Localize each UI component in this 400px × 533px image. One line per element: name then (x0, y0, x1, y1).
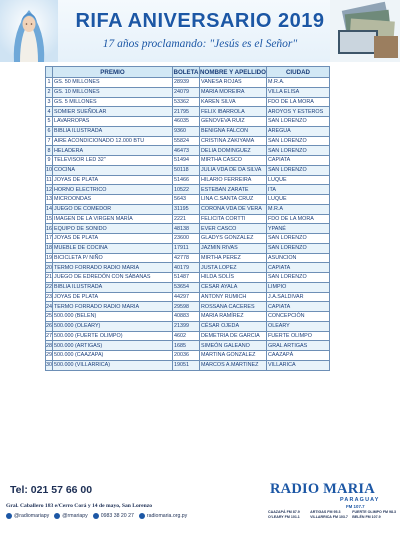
cell-number: 22 (46, 284, 52, 291)
cell-premio: BICICLETA P/ NIÑO (53, 253, 173, 263)
cell-boleta: 4602 (173, 331, 200, 341)
cell-boleta: 19051 (173, 360, 200, 370)
cell-number: 16 (46, 225, 52, 232)
cell-premio: COCINA (53, 165, 173, 175)
table-row (46, 185, 330, 195)
cell-nombre: JUSTA LOPEZ (200, 263, 267, 273)
table-row (46, 341, 330, 351)
cell-premio: GS. 50 MILLONES (53, 78, 173, 88)
column-header-boleta: BOLETA (173, 68, 199, 76)
cell-ciudad: M.R.A (267, 204, 330, 214)
table-row (46, 351, 330, 361)
cell-number: 29 (46, 352, 52, 359)
table-row (46, 321, 330, 331)
cell-boleta: 2221 (173, 214, 200, 224)
cell-ciudad: CAAZAPÁ (267, 351, 330, 361)
cell-nombre: CÉSAR OJEDA (200, 321, 267, 331)
cell-number: 27 (46, 332, 52, 339)
cell-boleta: 28939 (173, 78, 200, 88)
cell-number: 8 (47, 147, 51, 154)
cell-number: 13 (46, 196, 52, 203)
cell-number: 10 (46, 167, 52, 174)
cell-premio: BIBLIA ILUSTRADA (53, 126, 173, 136)
cell-boleta: 21795 (173, 107, 200, 117)
cell-nombre: CESAR AYALA (200, 282, 267, 292)
cell-ciudad: FDO DE LA MORA (267, 214, 330, 224)
cell-premio: IMAGEN DE LA VIRGEN MARÍA (53, 214, 173, 224)
cell-nombre: DEMETRIA DE GARCIA (200, 331, 267, 341)
cell-premio: TERMO FORRADO RADIO MARIA (53, 263, 173, 273)
cell-premio: 500.000 (BELEN) (53, 312, 173, 322)
cell-nombre: CORONA VDA DE VERA (200, 204, 267, 214)
cell-boleta: 9360 (173, 126, 200, 136)
cell-boleta: 21399 (173, 321, 200, 331)
cell-premio: JOYAS DE PLATA (53, 175, 173, 185)
table-row (46, 78, 330, 88)
cell-boleta: 48138 (173, 224, 200, 234)
cell-ciudad: VILLA ELISA (267, 87, 330, 97)
cell-boleta: 1685 (173, 341, 200, 351)
cell-boleta: 51466 (173, 175, 200, 185)
cell-premio: TERMO FORRADO RADIO MARIA (53, 302, 173, 312)
station-item: CAAZAPÁ FM 87.9 (268, 510, 300, 514)
cell-number: 17 (46, 235, 52, 242)
cell-number: 19 (46, 254, 52, 261)
cell-boleta: 5643 (173, 195, 200, 205)
cell-premio: GS. 10 MILLONES (53, 87, 173, 97)
cell-number: 11 (46, 176, 52, 183)
table-row (46, 312, 330, 322)
cell-boleta: 53362 (173, 97, 200, 107)
cell-nombre: MARIA RAMÍREZ (200, 312, 267, 322)
page-subtitle: 17 años proclamando: "Jesús es el Señor" (102, 38, 298, 50)
table-row (46, 107, 330, 117)
table-row (46, 243, 330, 253)
cell-number: 15 (46, 215, 52, 222)
table-row (46, 302, 330, 312)
cell-nombre: MIRTHA PEREZ (200, 253, 267, 263)
address: Gral. Caballero 183 e/Cerro Corá y 14 de mayo, San Lorenzo (6, 503, 153, 509)
cell-premio: 500.000 (CAAZAPA) (53, 351, 173, 361)
table-row (46, 360, 330, 370)
table-row (46, 146, 330, 156)
cell-number: 14 (46, 206, 52, 213)
cell-ciudad: J.A.SALDIVAR (267, 292, 330, 302)
cell-ciudad: LUQUE (267, 195, 330, 205)
cell-nombre: JAZMIN RIVAS (200, 243, 267, 253)
cell-number: 5 (47, 118, 51, 125)
cell-nombre: DELIA DOMINGUEZ (200, 146, 267, 156)
cell-premio: LAVARROPAS (53, 117, 173, 127)
twitter-icon (54, 513, 60, 519)
table-row (46, 263, 330, 273)
social-twitter[interactable]: @rmariapy (62, 513, 88, 519)
cell-ciudad: SAN LORENZO (267, 136, 330, 146)
logo-country: PARAGUAY (340, 497, 380, 503)
prize-money-image (330, 0, 400, 62)
cell-boleta: 42778 (173, 253, 200, 263)
cell-ciudad: LUQUE (267, 175, 330, 185)
cell-nombre: EVER CASCO (200, 224, 267, 234)
cell-nombre: FELICITA CORTTI (200, 214, 267, 224)
cell-number: 21 (46, 274, 52, 281)
cell-number: 28 (46, 342, 52, 349)
cell-ciudad: M.R.A. (267, 78, 330, 88)
cell-ciudad: ITA (267, 185, 330, 195)
cell-premio: 500.000 (ARTIGAS) (53, 341, 173, 351)
cell-ciudad: SAN LORENZO (267, 117, 330, 127)
table-row (46, 214, 330, 224)
cell-number: 3 (47, 98, 51, 105)
cell-ciudad: SAN LORENZO (267, 234, 330, 244)
cell-ciudad: SAN LORENZO (267, 273, 330, 283)
cell-ciudad: FUERTE OLIMPO (267, 331, 330, 341)
cell-nombre: KAREN SILVA (200, 97, 267, 107)
cell-ciudad: LIMPIO (267, 282, 330, 292)
table-row (46, 331, 330, 341)
station-item: O'LEARY FM 101.1 (268, 515, 300, 519)
cell-number: 23 (46, 293, 52, 300)
cell-number: 20 (46, 264, 52, 271)
cell-premio: JUEGO DE EDREDÓN CON SÁBANAS (53, 273, 173, 283)
header-banner (0, 0, 400, 62)
page-title: RIFA ANIVERSARIO 2019 (75, 10, 325, 32)
column-header-number (46, 67, 53, 78)
cell-boleta: 31195 (173, 204, 200, 214)
column-header-nombre: NOMBRE Y APELLIDO (200, 68, 266, 76)
table-row (46, 292, 330, 302)
cell-ciudad: AREGUA (267, 126, 330, 136)
cell-number: 7 (47, 137, 51, 144)
cell-nombre: MIRTHA CASCO (200, 156, 267, 166)
virgin-mary-image (0, 0, 58, 62)
column-header-premio: PREMIO (53, 67, 173, 78)
cell-ciudad: CAPIATA (267, 302, 330, 312)
cell-nombre: CRISTINA ZAKIYAMA (200, 136, 267, 146)
table-row (46, 97, 330, 107)
cell-boleta: 50118 (173, 165, 200, 175)
cell-nombre: GLADYS GONZALEZ (200, 234, 267, 244)
cell-nombre: MARCOS A.MARTINEZ (200, 360, 267, 370)
cell-nombre: SIMEÓN GALEANO (200, 341, 267, 351)
table-row (46, 273, 330, 283)
cell-boleta: 55824 (173, 136, 200, 146)
cell-boleta: 53654 (173, 282, 200, 292)
cell-number: 1 (47, 79, 51, 86)
station-list (268, 510, 396, 520)
column-header-ciudad: CIUDAD (267, 67, 330, 78)
cell-nombre: LINA C.SANTA CRUZ (200, 195, 267, 205)
cell-ciudad: OLEARY (267, 321, 330, 331)
cell-boleta: 40883 (173, 312, 200, 322)
cell-boleta: 46035 (173, 117, 200, 127)
station-item: FUERTE OLIMPO FM 98.3 (352, 510, 396, 514)
cell-ciudad: AROYOS Y ESTEROS (267, 107, 330, 117)
table-row (46, 282, 330, 292)
cell-premio: GS. 5 MILLONES (53, 97, 173, 107)
facebook-icon (6, 513, 12, 519)
cell-premio: EQUIPO DE SONIDO (53, 224, 173, 234)
cell-number: 25 (46, 313, 52, 320)
cell-premio: 500.000 (OLEARY) (53, 321, 173, 331)
cell-ciudad: GRAL ARTIGAS (267, 341, 330, 351)
cell-ciudad: CAPIATA (267, 263, 330, 273)
cell-boleta: 51494 (173, 156, 200, 166)
cell-number: 30 (46, 362, 52, 369)
cell-premio: 500.000 (VILLARRICA) (53, 360, 173, 370)
cell-number: 9 (47, 157, 51, 164)
cell-boleta: 40179 (173, 263, 200, 273)
cell-ciudad: FDO DE LA MORA (267, 97, 330, 107)
table-row (46, 204, 330, 214)
cell-premio: 500.000 (FUERTE OLIMPO) (53, 331, 173, 341)
station-item: ARTIGAS FM 95.3 (310, 510, 341, 514)
cell-number: 4 (47, 108, 51, 115)
cell-nombre: ANTONY RUMICH (200, 292, 267, 302)
table-row (46, 156, 330, 166)
table-row (46, 136, 330, 146)
table-row (46, 175, 330, 185)
cell-number: 26 (46, 323, 52, 330)
cell-nombre: ROSSANA CACERES (200, 302, 267, 312)
social-whatsapp[interactable]: 0983 38 20 27 (100, 513, 134, 519)
cell-premio: BIBLIA ILUSTRADA (53, 282, 173, 292)
raffle-results-table (45, 66, 329, 371)
cell-nombre: MARIA MOREIRA (200, 87, 267, 97)
logo-frequency: FM 107.7 (346, 504, 365, 509)
cell-number: 24 (46, 303, 52, 310)
cell-premio: HELADERA (53, 146, 173, 156)
cell-number: 18 (46, 245, 52, 252)
cell-premio: HORNO ELECTRICO (53, 185, 173, 195)
cell-nombre: VANESA ROJAS (200, 78, 267, 88)
cell-boleta: 46473 (173, 146, 200, 156)
table-row (46, 117, 330, 127)
table-header-row (46, 67, 330, 78)
cell-boleta: 20036 (173, 351, 200, 361)
table-row (46, 126, 330, 136)
cell-ciudad: VILLARICA (267, 360, 330, 370)
cell-premio: JUEGO DE COMEDOR (53, 204, 173, 214)
cell-premio: MUEBLE DE COCINA (53, 243, 173, 253)
phone-number: Tel: 021 57 66 00 (10, 484, 93, 496)
cell-nombre: MARTINA GONZALEZ (200, 351, 267, 361)
cell-boleta: 17911 (173, 243, 200, 253)
cell-ciudad: CAPIATA (267, 156, 330, 166)
cell-ciudad: CONCEPCIÓN (267, 312, 330, 322)
cell-nombre: ESTEBAN ZARATE (200, 185, 267, 195)
cell-premio: TELEVISOR LED 32" (53, 156, 173, 166)
cell-number: 2 (47, 89, 51, 96)
cell-nombre: GENOVEVA RUIZ (200, 117, 267, 127)
table-row (46, 165, 330, 175)
cell-premio: JOYAS DE PLATA (53, 234, 173, 244)
cell-premio: SOMIER SUEÑOLAR (53, 107, 173, 117)
cell-nombre: JULIA VDA DE DA SILVA (200, 165, 267, 175)
cell-boleta: 23600 (173, 234, 200, 244)
cell-ciudad: SAN LORENZO (267, 165, 330, 175)
cell-premio: MICROONDAS (53, 195, 173, 205)
cell-ciudad: SAN LORENZO (267, 146, 330, 156)
whatsapp-icon (93, 513, 99, 519)
cell-premio: AIRE ACONDICIONADO 12.000 BTU (53, 136, 173, 146)
table-row (46, 224, 330, 234)
station-item: VILLARRICA FM 103.7 (310, 515, 348, 519)
cell-boleta: 44297 (173, 292, 200, 302)
radio-maria-logo: RADIO MARIA (270, 481, 375, 497)
cell-number: 6 (47, 128, 51, 135)
cell-boleta: 24079 (173, 87, 200, 97)
table-row (46, 234, 330, 244)
cell-ciudad: ASUNCION (267, 253, 330, 263)
cell-premio: JOYAS DE PLATA (53, 292, 173, 302)
web-icon (139, 513, 145, 519)
cell-boleta: 51487 (173, 273, 200, 283)
station-item: BELÉN FM 107.9 (352, 515, 381, 519)
cell-nombre: HILARIO FERREIRA (200, 175, 267, 185)
social-facebook[interactable]: @radiomariapy (14, 513, 50, 519)
table-row (46, 87, 330, 97)
cell-nombre: BENIGNA FALCON (200, 126, 267, 136)
cell-nombre: FELIX IBARROLA (200, 107, 267, 117)
table-row (46, 253, 330, 263)
cell-boleta: 10522 (173, 185, 200, 195)
cell-ciudad: YPANÉ (267, 224, 330, 234)
cell-ciudad: SAN LORENZO (267, 243, 330, 253)
table-row (46, 195, 330, 205)
social-website[interactable]: radiomaria.org.py (146, 513, 188, 519)
cell-number: 12 (46, 186, 52, 193)
social-links (6, 513, 256, 519)
cell-nombre: HILDA SOLÍS (200, 273, 267, 283)
cell-boleta: 29598 (173, 302, 200, 312)
